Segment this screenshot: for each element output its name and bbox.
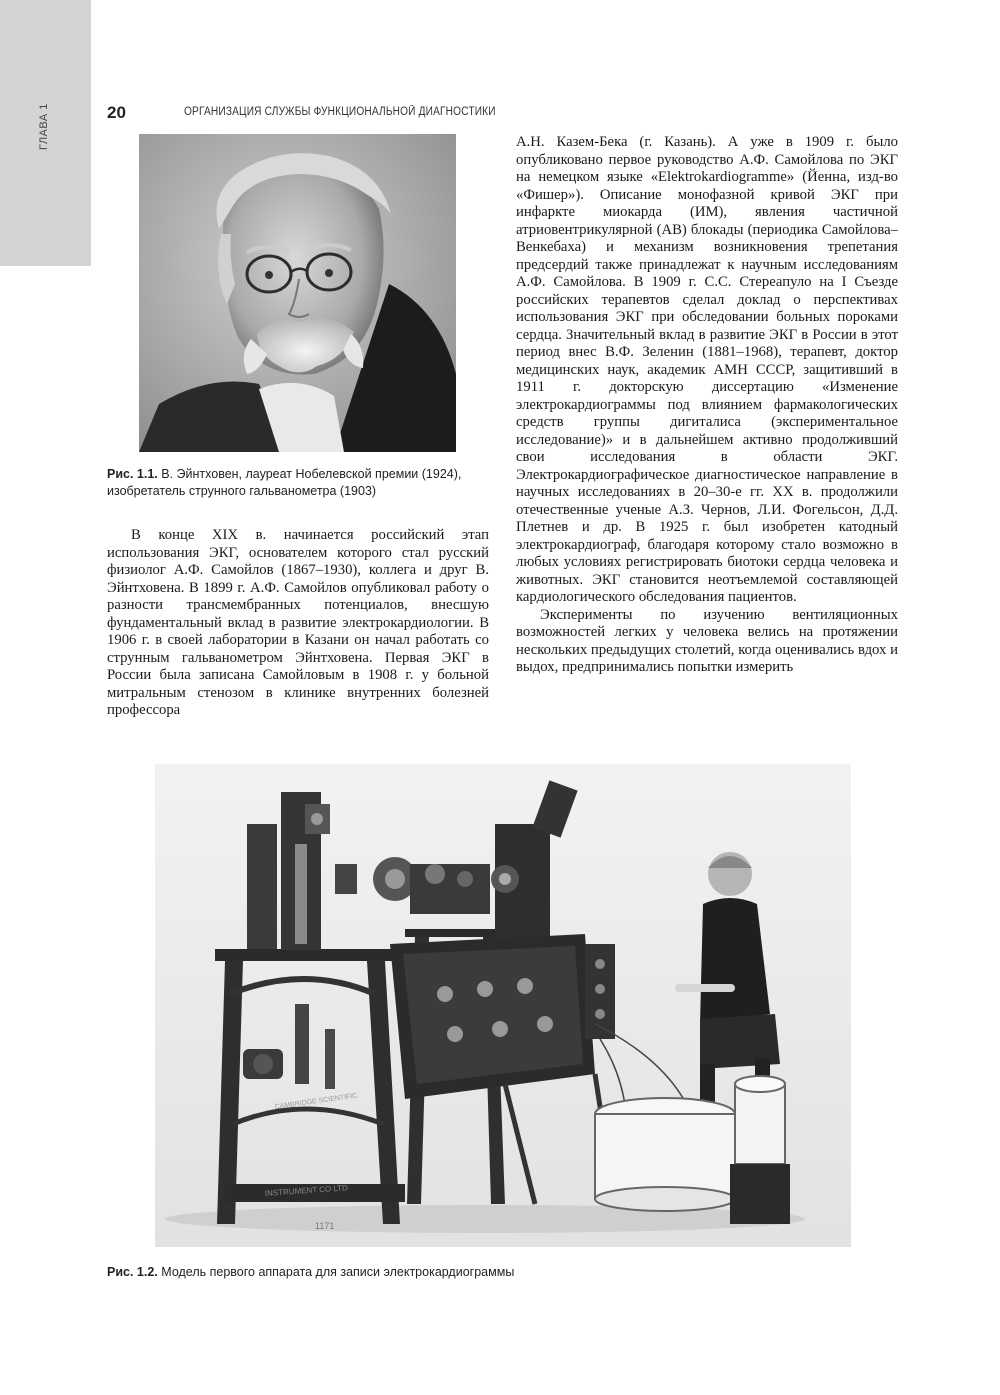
figure-1-2-text: Модель первого аппарата для записи электрокардиограммы — [161, 1265, 515, 1279]
page-number: 20 — [107, 103, 126, 122]
figure-1-1-caption — [107, 466, 502, 500]
paragraph: В конце XIX в. начинается российский этап использования ЭКГ, основателем которого стал русский физиолог А.Ф. Самойлов (1867–1930), коллега и друг В. Эйнтховена. В 1899 г. А.Ф. Самойлов опубликовал работу о разности трансмембранных потенциалов, внесшую фундаментальный вклад в развитие электрокардиологии. В 1906 г. в своей лаборатории в Казани он начал работать со струнным гальванометром Эйнтховена. Первая ЭКГ в России была записана Самойловым в 1908 г. у больной митральным стенозом в клинике внутренних болезней профессора — [107, 527, 489, 718]
plate-number-text: 1171 — [315, 1221, 335, 1231]
figure-1-2-caption — [107, 1264, 807, 1281]
paragraph: А.Н. Казем-Бека (г. Казань). А уже в 1909 г. было опубликовано первое руководство А.Ф. Самойлова по ЭКГ на немецком языке «Elektrokardiogramme» (Йенна, изд-во «Фишер»). Описание монофазной кривой ЭКГ при инфаркте миокарда (ИМ), явления частичной атриовентрикулярной (АВ) блокады (периодика Самойлова–Венкебаха) и механизм возникновения трепетания предсердий также принадлежат к научным исследованиям А.Ф. Самойлова. В 1909 г. С.С. Стереапуло на I Съезде российских терапевтов сделал доклад о перспективах использования ЭКГ при обследовании больных пороками сердца. Значительный вклад в развитие ЭКГ в России в этот период внес В.Ф. Зеленин (1881–1968), терапевт, доктор медицинских наук, академик АМН СССР, защитивший в 1911 г. докторскую диссертацию «Изменение электрокардиограммы под влиянием фармакологических средств группы дигиталиса (экспериментальное исследование)» и в дальнейшем активно продолживший свои исследования в области ЭКГ. Электрокардиографическое диагностическое направление в научных исследованиях в 20–30-е гг. XX в. продолжили отечественные ученые А.З. Чернов, Л.И. Фогельсон, Д.Д. Плетнев и др. В 1925 г. был изобретен катодный электрокардиограф, благодаря которому стало возможно в любых условиях регистрировать биотоки сердца человека и животных. ЭКГ становится неотъемлемой составляющей кардиологического обследования пациентов. — [516, 134, 898, 605]
running-title: ОРГАНИЗАЦИЯ СЛУЖБЫ ФУНКЦИОНАЛЬНОЙ ДИАГНОСТИКИ — [184, 106, 496, 118]
maker-plate-text: CAMBRIDGE SCIENTIFIC — [274, 1092, 358, 1111]
paragraph: Эксперименты по изучению вентиляционных возможностей легких у человека велись на протяжении нескольких предыдущих столетий, когда оценивались вдох и выдох, предпринимались попытки измерить — [516, 606, 898, 675]
body-column-left — [107, 527, 489, 720]
figure-1-2-number: Рис. 1.2. — [107, 1265, 158, 1279]
chapter-label: ГЛАВА 1 — [38, 103, 50, 150]
ecg-apparatus-photo — [155, 764, 851, 1247]
figure-1-1-number: Рис. 1.1. — [107, 467, 158, 481]
base-plate-text: INSTRUMENT CO LTD — [264, 1183, 349, 1198]
portrait-photo — [139, 134, 456, 452]
body-column-right — [516, 134, 898, 677]
figure-1-1-text: В. Эйнтховен, лауреат Нобелевской премии (1924), изобретатель струнного гальванометра (1903) — [107, 467, 462, 498]
